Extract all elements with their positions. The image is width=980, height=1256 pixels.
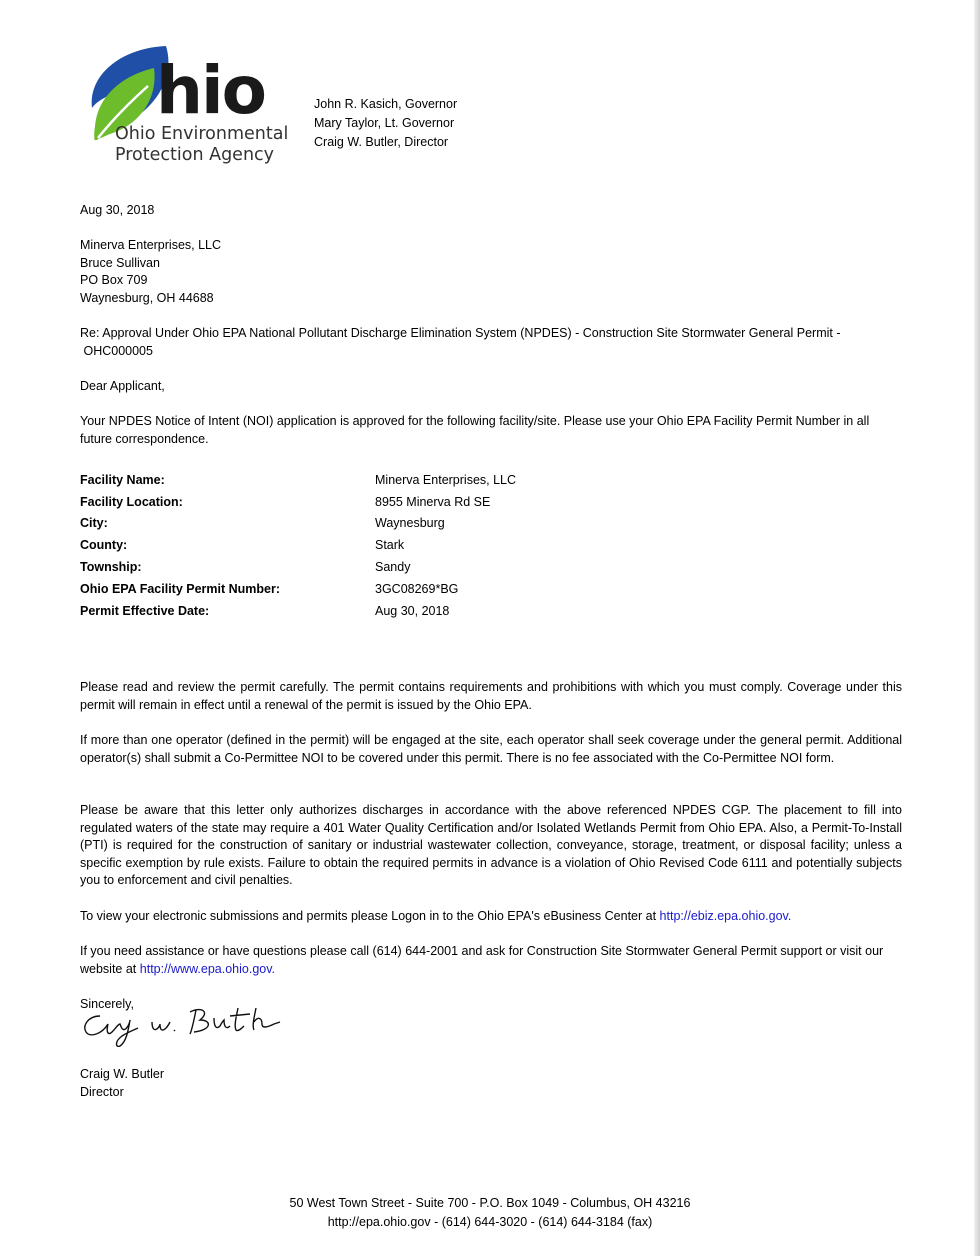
logo-agency-name: Ohio Environmental Protection Agency (115, 124, 289, 165)
facility-row (80, 578, 680, 600)
signer-title: Director (80, 1084, 124, 1099)
official-director: Craig W. Butler, Director (314, 135, 449, 149)
facility-row (80, 534, 680, 556)
footer-contact: http://epa.ohio.gov - (614) 644-3020 - (614) 644-3184 (fax) (327, 1215, 653, 1229)
intro-paragraph: Your NPDES Notice of Intent (NOI) application is approved for the following facility/site. Please use your Ohio EPA Facility Permit Number in all future correspondence. (80, 414, 870, 446)
officials-list (314, 95, 457, 152)
official-lt-governor: Mary Taylor, Lt. Governor (314, 116, 455, 130)
facility-value: 8955 Minerva Rd SE (375, 494, 491, 509)
footer-address: 50 West Town Street - Suite 700 - P.O. Box 1049 - Columbus, OH 43216 (289, 1196, 691, 1210)
salutation: Dear Applicant, (80, 379, 165, 393)
facility-label: Facility Name: (80, 472, 165, 487)
closing: Sincerely, (80, 997, 134, 1011)
signature-image (78, 1002, 288, 1047)
facility-label: County: (80, 538, 128, 553)
facility-value: Aug 30, 2018 (375, 603, 450, 618)
facility-label: Permit Effective Date: (80, 603, 210, 618)
facility-value: Stark (375, 538, 405, 553)
facility-value: Minerva Enterprises, LLC (375, 472, 517, 487)
page-edge (974, 0, 980, 1256)
assistance-paragraph: If you need assistance or have questions please call (614) 644-2001 and ask for Construction Site Stormwater General Permit support or visit our website at http://www.epa.ohio.gov. (80, 944, 884, 976)
facility-row (80, 513, 680, 535)
ebusiness-paragraph: To view your electronic submissions and permits please Logon in to the Ohio EPA's eBusiness Center at http://ebiz.epa.ohio.gov. (80, 909, 792, 923)
subject-line: Re: Approval Under Ohio EPA National Pollutant Discharge Elimination System (NPDES) - Construction Site Stormwater General Permit - OHC000005 (80, 326, 841, 358)
facility-details-table (80, 469, 680, 622)
co-permittee-paragraph: If more than one operator (defined in the permit) will be engaged at the site, each operator shall seek coverage under the general permit. Additional operator(s) shall submit a Co-Permittee NOI to be covered under this permit. There is no fee associated with the Co-Permittee NOI form. (80, 733, 902, 765)
facility-value: Sandy (375, 560, 411, 575)
facility-value: Waynesburg (375, 516, 445, 531)
ohio-epa-logo (84, 38, 299, 170)
facility-label: City: (80, 516, 108, 531)
authorization-paragraph: Please be aware that this letter only authorizes discharges in accordance with the above referenced NPDES CGP. The placement to fill into regulated waters of the state may require a 401 Water Quality Certification and/or Isolated Wetlands Permit from Ohio EPA. Also, a Permit-To-Install (PTI) is required for the construction of sanitary or industrial wastewater collection, conveyance, storage, treatment, or disposal facility; unless a specific exemption by rule exists. Failure to obtain the required permits in advance is a violation of Ohio Revised Code 6111 and potentially subjects you to enforcement and civil penalties. (80, 803, 902, 888)
recipient-address: Minerva Enterprises, LLC Bruce Sullivan PO Box 709 Waynesburg, OH 44688 (80, 238, 222, 305)
logo-wordmark: hio (156, 52, 265, 129)
permit-review-paragraph: Please read and review the permit carefully. The permit contains requirements and prohibitions with which you must comply. Coverage under this permit will remain in effect until a renewal of the permit is issued by the Ohio EPA. (80, 680, 902, 712)
letter-date: Aug 30, 2018 (80, 203, 155, 217)
facility-value: 3GC08269*BG (375, 581, 459, 596)
ebiz-link[interactable]: http://ebiz.epa.ohio.gov. (659, 909, 792, 923)
facility-row (80, 600, 680, 622)
signer-block (80, 1066, 902, 1101)
official-governor: John R. Kasich, Governor (314, 97, 458, 111)
facility-label: Ohio EPA Facility Permit Number: (80, 581, 281, 596)
facility-row (80, 491, 680, 513)
facility-row (80, 556, 680, 578)
facility-label: Township: (80, 560, 142, 575)
epa-website-link[interactable]: http://www.epa.ohio.gov. (139, 961, 276, 976)
facility-label: Facility Location: (80, 494, 183, 509)
signer-name: Craig W. Butler (80, 1067, 165, 1081)
facility-row (80, 469, 680, 491)
